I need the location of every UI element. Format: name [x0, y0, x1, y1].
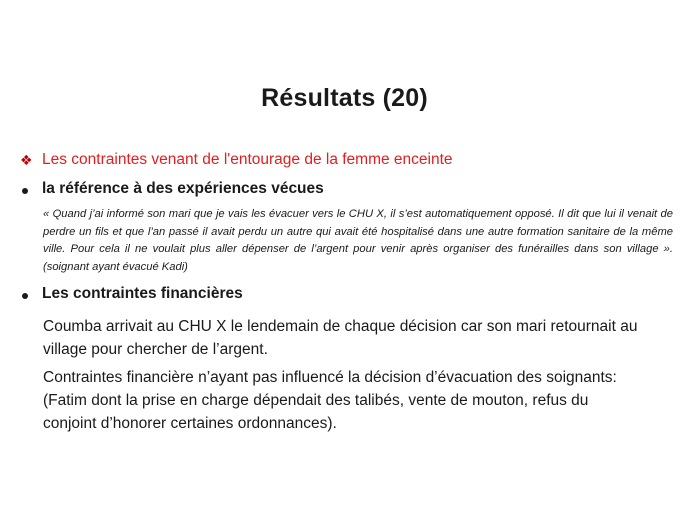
bullet-text-experiences: la référence à des expériences vécues: [42, 180, 324, 197]
bullet-item-experiences: [20, 179, 324, 199]
bullet-item-financial: [20, 284, 243, 304]
bullet-text-entourage: Les contraintes venant de l'entourage de la femme enceinte: [42, 151, 453, 168]
bullet-item-entourage: [20, 150, 453, 170]
testimony-quote: « Quand j’ai informé son mari que je vais les évacuer vers le CHU X, il s’est automatiquement opposé. Il dit que lui il venait de perdre un fils et que l’an passé il avait perdu un autre qui avait été hospitalisé dans une autre formation sanitaire de la même ville. Pour cela il ne voulait plus aller dépenser de l’argent pour venir après organiser des funérailles dans son village ». (soignant ayant évacué Kadi): [43, 208, 673, 273]
financial-paragraph-coumba: Coumba arrivait au CHU X le lendemain de chaque décision car son mari retournait au village pour chercher de l’argent.: [43, 318, 638, 358]
financial-paragraph-fatim: Contraintes financière n’ayant pas influencé la décision d’évacuation des soignants: (Fatim dont la prise en charge dépendait des talibés, vente de mouton, refus du conjoint d’honorer certaines ordonnances).: [43, 369, 617, 432]
diamond-bullet-icon: ❖: [20, 152, 33, 168]
dot-bullet-icon: [20, 179, 42, 199]
bullet-text-financial: Les contraintes financières: [42, 285, 243, 302]
dot-bullet-icon: [20, 284, 42, 304]
slide-title: Résultats (20): [261, 84, 428, 112]
